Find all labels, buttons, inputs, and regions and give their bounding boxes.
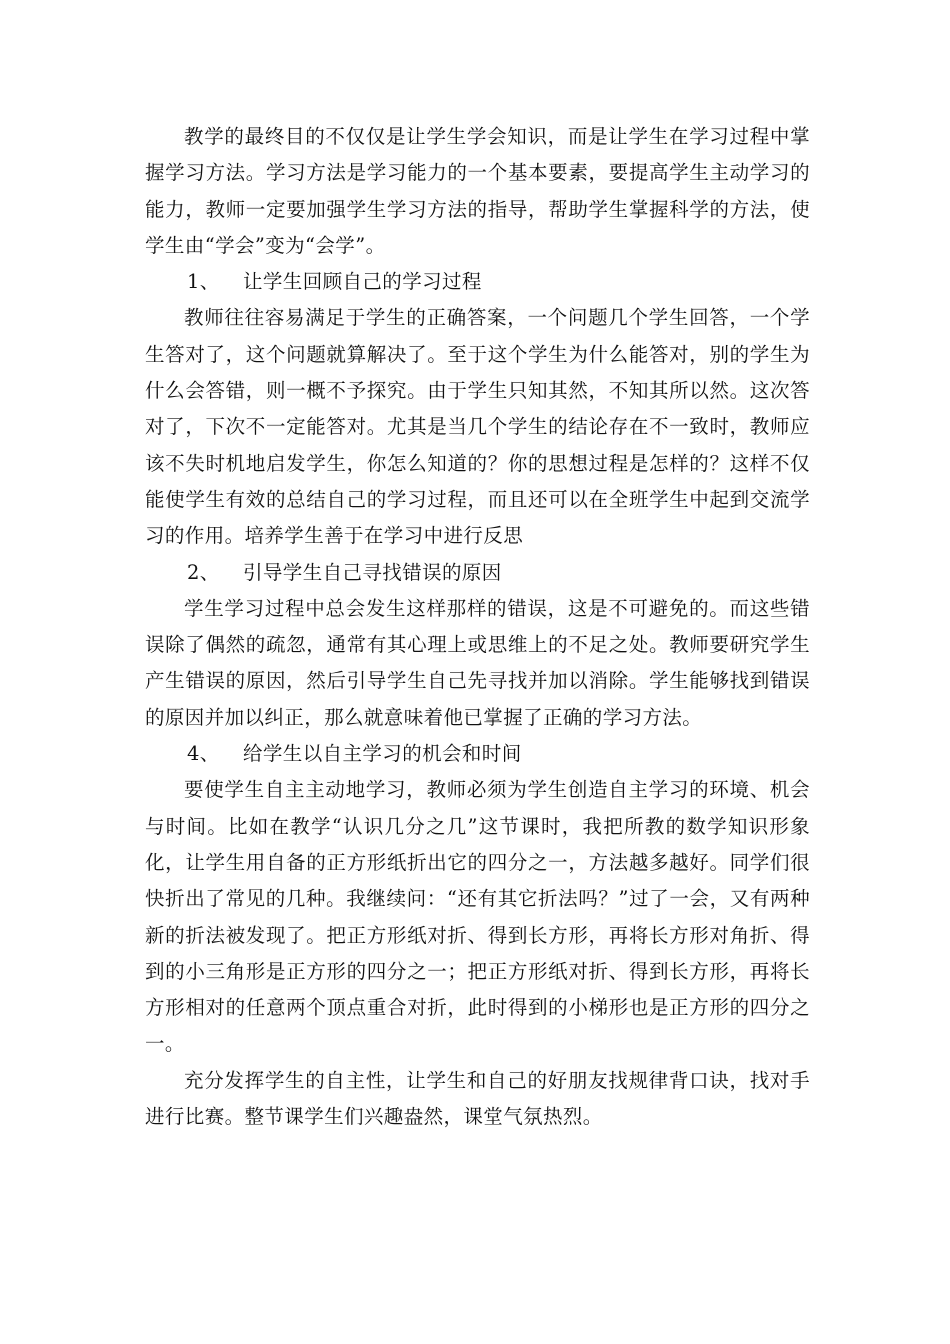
section-title: 引导学生自己寻找错误的原因 bbox=[243, 560, 502, 584]
section-2-paragraph: 学生学习过程中总会发生这样那样的错误，这是不可避免的。而这些错误除了偶然的疏忽，通常有其心理上或思维上的不足之处。教师要研究学生产生错误的原因，然后引导学生自己先寻找并加以消除。学生能够找到错误的原因并加以纠正，那么就意味着他已掌握了正确的学习方法。 bbox=[145, 596, 810, 729]
section-heading-1 bbox=[145, 264, 810, 300]
section-number: 1、 bbox=[187, 270, 220, 294]
section-4-paragraph: 要使学生自主主动地学习，教师必须为学生创造自主学习的环境、机会与时间。比如在教学“认识几分之几”这节课时，我把所教的数学知识形象化，让学生用自备的正方形纸折出它的四分之一，方法越多越好。同学们很快折出了常见的几种。我继续问：“还有其它折法吗？”过了一会，又有两种新的折法被发现了。把正方形纸对折、得到长方形，再将长方形对角折、得到的小三角形是正方形的四分之一；把正方形纸对折、得到长方形，再将长方形相对的任意两个顶点重合对折，此时得到的小梯形也是正方形的四分之一。 bbox=[145, 778, 810, 1056]
section-number: 2、 bbox=[187, 560, 220, 584]
section-heading-4 bbox=[145, 736, 810, 772]
section-number: 4、 bbox=[187, 742, 220, 766]
document-body bbox=[145, 119, 810, 1135]
section-title: 让学生回顾自己的学习过程 bbox=[243, 270, 482, 294]
section-1-paragraph: 教师往往容易满足于学生的正确答案，一个问题几个学生回答，一个学生答对了，这个问题就算解决了。至于这个学生为什么能答对，别的学生为什么会答错，则一概不予探究。由于学生只知其然，不知其所以然。这次答对了，下次不一定能答对。尤其是当几个学生的结论存在不一致时，教师应该不失时机地启发学生，你怎么知道的？你的思想过程是怎样的？这样不仅能使学生有效的总结自己的学习过程，而且还可以在全班学生中起到交流学习的作用。培养学生善于在学习中进行反思 bbox=[145, 306, 810, 548]
section-title: 给学生以自主学习的机会和时间 bbox=[243, 742, 522, 766]
intro-paragraph: 教学的最终目的不仅仅是让学生学会知识，而是让学生在学习过程中掌握学习方法。学习方法是学习能力的一个基本要素，要提高学生主动学习的能力，教师一定要加强学生学习方法的指导，帮助学生掌握科学的方法，使学生由“学会”变为“会学”。 bbox=[145, 125, 810, 257]
section-heading-2 bbox=[145, 555, 810, 591]
closing-paragraph: 充分发挥学生的自主性，让学生和自己的好朋友找规律背口诀，找对手进行比赛。整节课学生们兴趣盎然，课堂气氛热烈。 bbox=[145, 1068, 810, 1129]
